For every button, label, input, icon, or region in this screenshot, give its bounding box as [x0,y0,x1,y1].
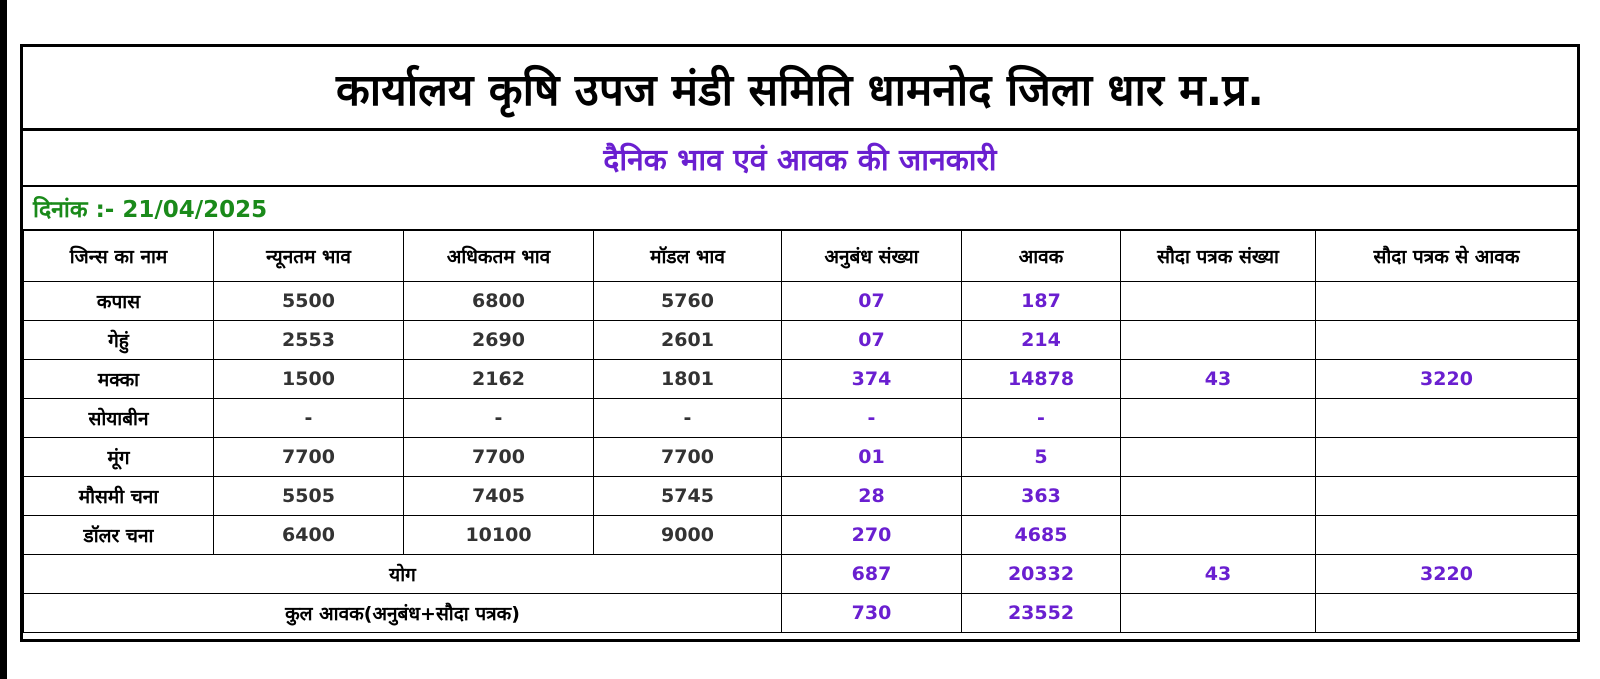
table-cell [1121,516,1316,555]
table-cell [1316,477,1578,516]
grand-total-row-label: कुल आवक(अनुबंध+सौदा पत्रक) [24,594,782,633]
total-row [24,555,1578,594]
table-cell: 7700 [404,438,594,477]
table-cell: 28 [782,477,962,516]
table-cell: 7700 [214,438,404,477]
table-cell: 1801 [594,360,782,399]
table-cell: 6400 [214,516,404,555]
table-cell: 14878 [962,360,1121,399]
table-cell: 2553 [214,321,404,360]
table-row [24,516,1578,555]
table-cell: 2690 [404,321,594,360]
table-cell [1316,321,1578,360]
page-title: कार्यालय कृषि उपज मंडी समिति धामनोद जिला धार म.प्र. [23,47,1577,131]
commodity-name-cell: सोयाबीन [24,399,214,438]
table-cell: 6800 [404,282,594,321]
grand-total-row-anubandh: 730 [782,594,962,633]
table-row [24,438,1578,477]
table-cell: 3220 [1316,360,1578,399]
total-row-anubandh: 687 [782,555,962,594]
column-header: सौदा पत्रक संख्या [1121,231,1316,282]
column-header: आवक [962,231,1121,282]
table-cell: 5505 [214,477,404,516]
table-cell: 9000 [594,516,782,555]
table-cell: 5 [962,438,1121,477]
table-cell: 5760 [594,282,782,321]
table-row [24,282,1578,321]
table-cell: 270 [782,516,962,555]
table-cell [1316,516,1578,555]
table-cell: 2162 [404,360,594,399]
table-row [24,477,1578,516]
table-cell: 2601 [594,321,782,360]
total-row-sauda-count: 43 [1121,555,1316,594]
table-cell: 01 [782,438,962,477]
table-cell [1121,438,1316,477]
table-cell: 363 [962,477,1121,516]
table-cell: 07 [782,282,962,321]
column-header: अधिकतम भाव [404,231,594,282]
table-cell: - [782,399,962,438]
total-row-awak: 20332 [962,555,1121,594]
table-cell: 7405 [404,477,594,516]
commodity-name-cell: डॉलर चना [24,516,214,555]
table-cell: 43 [1121,360,1316,399]
commodity-name-cell: मूंग [24,438,214,477]
table-cell: 1500 [214,360,404,399]
total-row-label: योग [24,555,782,594]
table-cell: - [214,399,404,438]
table-cell: 07 [782,321,962,360]
table-cell: 214 [962,321,1121,360]
table-cell: 5500 [214,282,404,321]
table-cell [1121,477,1316,516]
table-cell: 7700 [594,438,782,477]
grand-total-row-sauda-awak [1316,594,1578,633]
table-cell [1316,438,1578,477]
commodity-name-cell: मौसमी चना [24,477,214,516]
table-cell: - [404,399,594,438]
table-cell: - [962,399,1121,438]
table-cell: 374 [782,360,962,399]
table-cell [1121,321,1316,360]
column-header: न्यूनतम भाव [214,231,404,282]
price-report-sheet [20,44,1580,642]
table-cell [1316,282,1578,321]
report-subtitle: दैनिक भाव एवं आवक की जानकारी [23,131,1577,187]
column-header: मॉडल भाव [594,231,782,282]
table-cell: 187 [962,282,1121,321]
commodity-name-cell: मक्का [24,360,214,399]
table-row [24,321,1578,360]
commodity-price-table [23,231,1578,633]
table-row [24,399,1578,438]
commodity-name-cell: गेहुं [24,321,214,360]
table-cell: 10100 [404,516,594,555]
left-edge-bar [0,0,7,679]
table-cell: 4685 [962,516,1121,555]
column-header: सौदा पत्रक से आवक [1316,231,1578,282]
column-header: जिन्स का नाम [24,231,214,282]
table-cell [1121,282,1316,321]
table-cell: 5745 [594,477,782,516]
report-date: दिनांक :- 21/04/2025 [23,187,1577,231]
commodity-name-cell: कपास [24,282,214,321]
grand-total-row [24,594,1578,633]
table-cell [1316,399,1578,438]
grand-total-row-sauda-count [1121,594,1316,633]
column-header: अनुबंध संख्या [782,231,962,282]
table-cell [1121,399,1316,438]
grand-total-row-awak: 23552 [962,594,1121,633]
table-cell: - [594,399,782,438]
table-row [24,360,1578,399]
table-header-row [24,231,1578,282]
total-row-sauda-awak: 3220 [1316,555,1578,594]
